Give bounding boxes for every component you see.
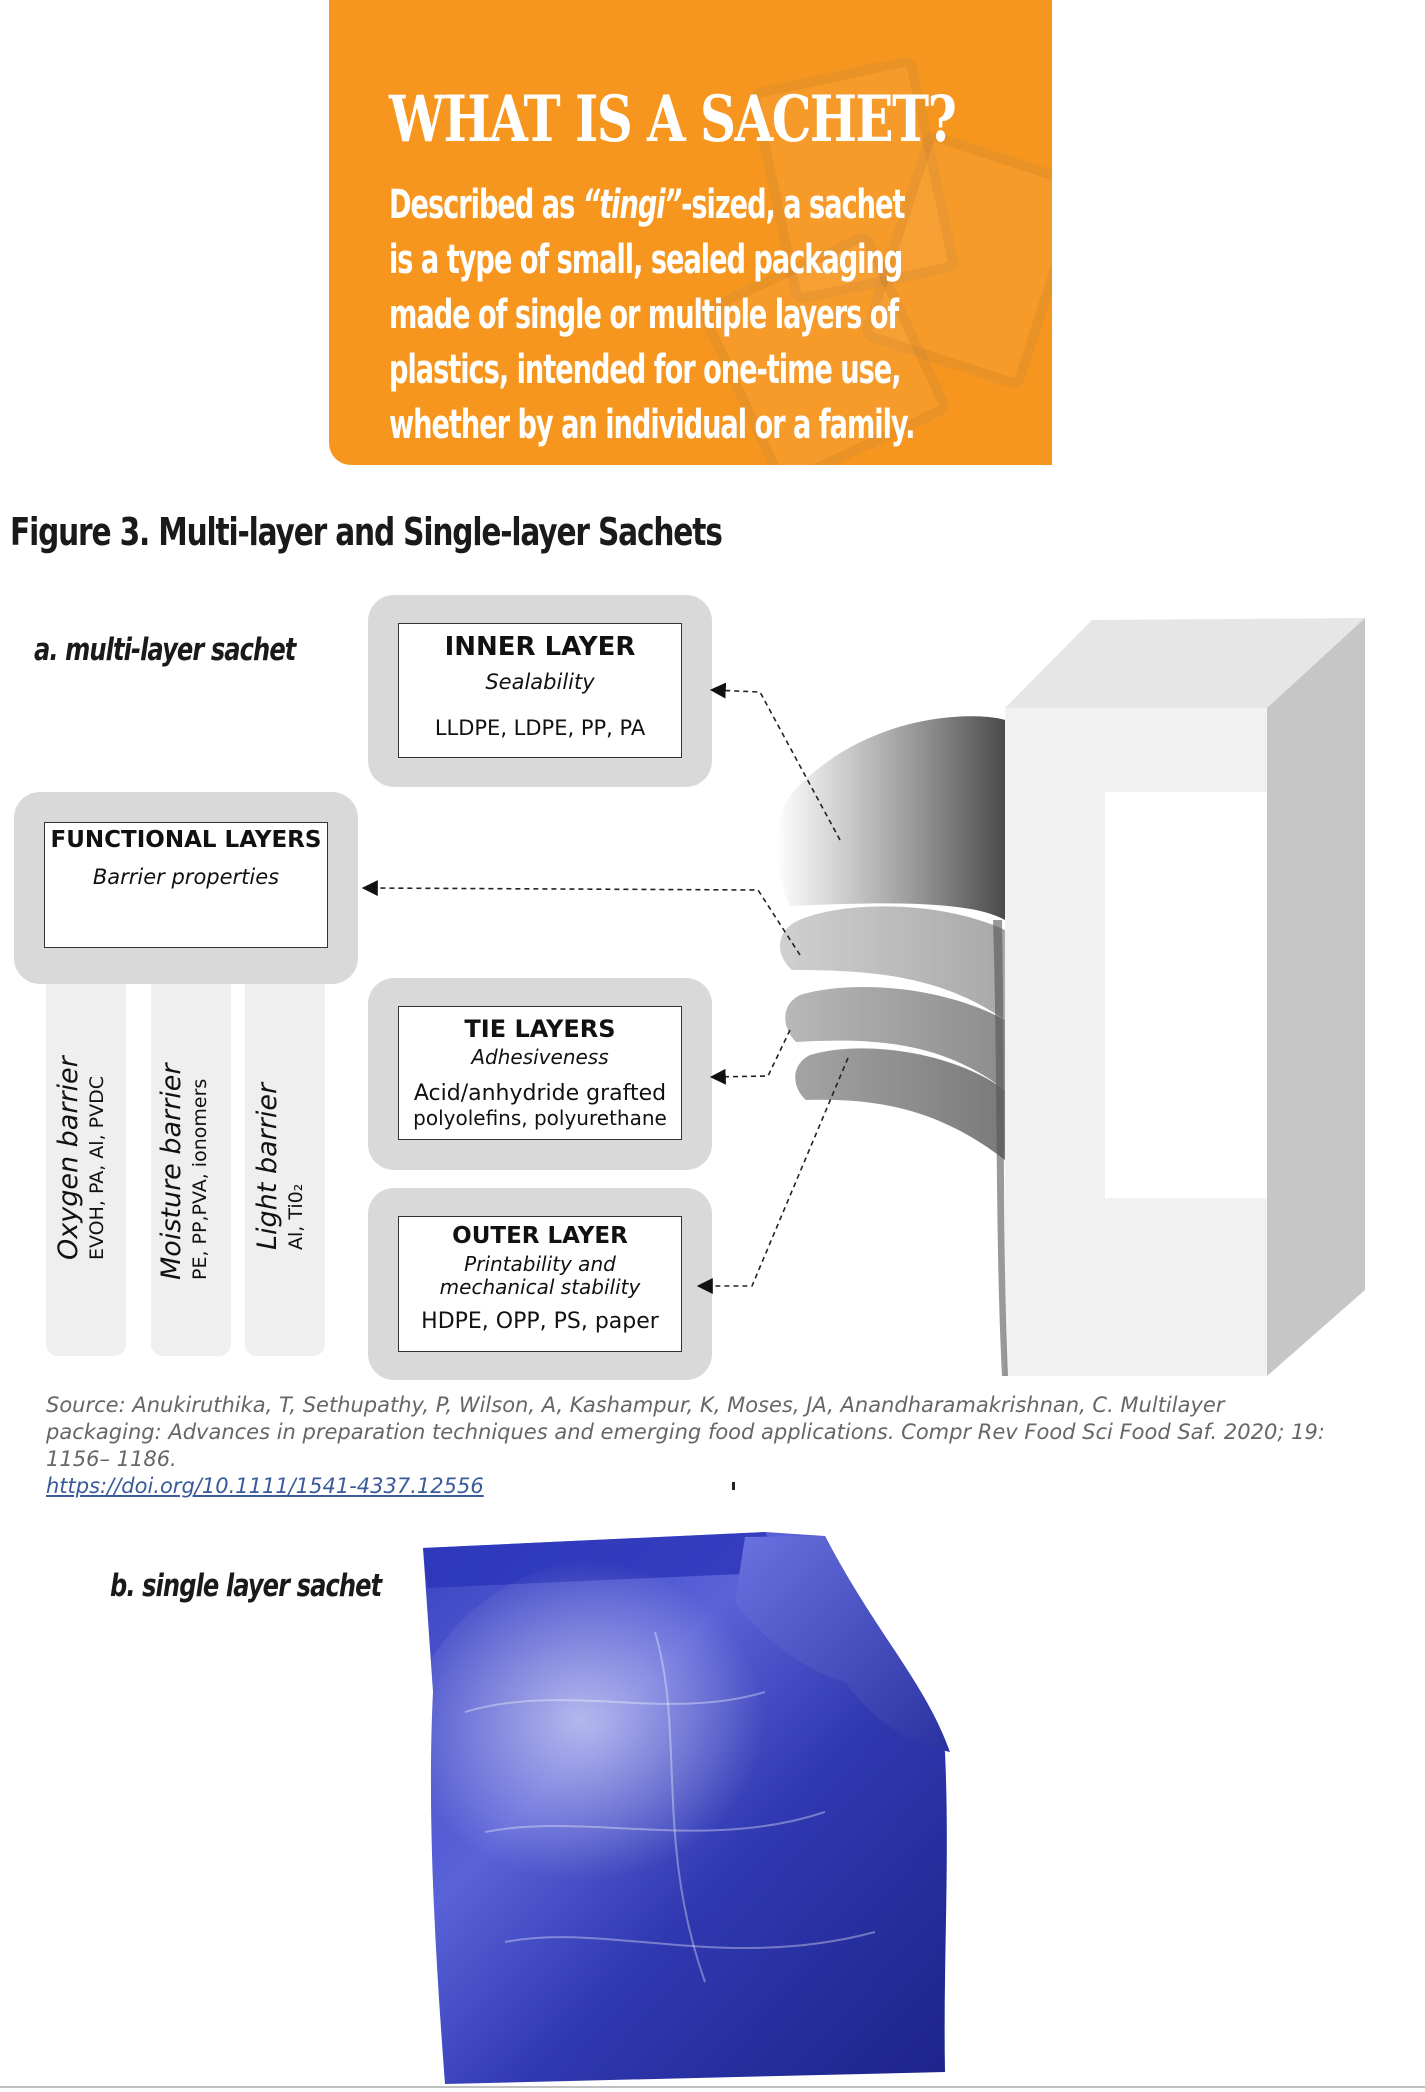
source-doi-link[interactable]: https://doi.org/10.1111/1541-4337.12556 [46,1474,484,1498]
source-citation [46,1392,1346,1500]
arrow-tie-layers [713,1030,790,1077]
outer-layer-property-1: Printability and [464,1252,616,1276]
tie-layers-title: TIE LAYERS [464,1015,616,1043]
tie-layers-materials-2: polyolefins, polyurethane [413,1106,667,1130]
tie-layers-materials-1: Acid/anhydride grafted [413,1081,667,1106]
divider-tick [732,1482,735,1490]
barrier-materials: PE, PP,PVA, ionomers [189,1078,211,1280]
functional-layers-property: Barrier properties [92,865,280,889]
callout-line: plastics, intended for one-time use, [389,347,901,393]
inner-layer-title: INNER LAYER [444,632,636,662]
label-multi-layer: a. multi-layer sachet [34,632,296,668]
inner-layer-materials: LLDPE, LDPE, PP, PA [434,716,646,740]
callout-line: made of single or multiple layers of [389,292,899,338]
callout-line: Described as “tingi”-sized, a sachet [389,182,905,228]
callout-line: is a type of small, sealed packaging [389,237,903,283]
single-layer-sachet-illustration [405,1512,1045,2092]
arrow-functional-layers [365,888,800,955]
tie-layers-property: Adhesiveness [471,1045,609,1069]
barrier-name: Oxygen barrier [53,1056,84,1260]
arrow-inner-layer [713,690,840,840]
label-single-layer: b. single layer sachet [110,1568,382,1604]
barrier-materials: EVOH, PA, Al, PVDC [86,1075,108,1260]
outer-layer-property-2: mechanical stability [439,1275,641,1299]
outer-layer-materials: HDPE, OPP, PS, paper [421,1309,659,1334]
callout-title: WHAT IS A SACHET? [389,82,956,157]
barrier-materials: Al, Ti0₂ [285,1183,307,1250]
figure-title: Figure 3. Multi-layer and Single-layer Sachets [10,510,722,554]
source-text: Source: Anukiruthika, T, Sethupathy, P, Wilson, A, Kashampur, K, Moses, JA, Anandharamakrishnan, C. Multilayer packaging: Advances in preparation techniques and emerging food applications. Compr Rev Food Sci Food Saf. 2020; 19: 1156– 1186. [46,1393,1325,1471]
outer-layer-title: OUTER LAYER [452,1223,628,1249]
arrow-outer-layer [700,1058,848,1286]
inner-layer-property: Sealability [485,670,595,694]
bottom-rule [0,2086,1425,2088]
functional-layers-title: FUNCTIONAL LAYERS [50,827,322,853]
barrier-name: Moisture barrier [156,1063,187,1280]
callout-line: whether by an individual or a family. [389,402,915,448]
barrier-name: Light barrier [252,1082,283,1250]
